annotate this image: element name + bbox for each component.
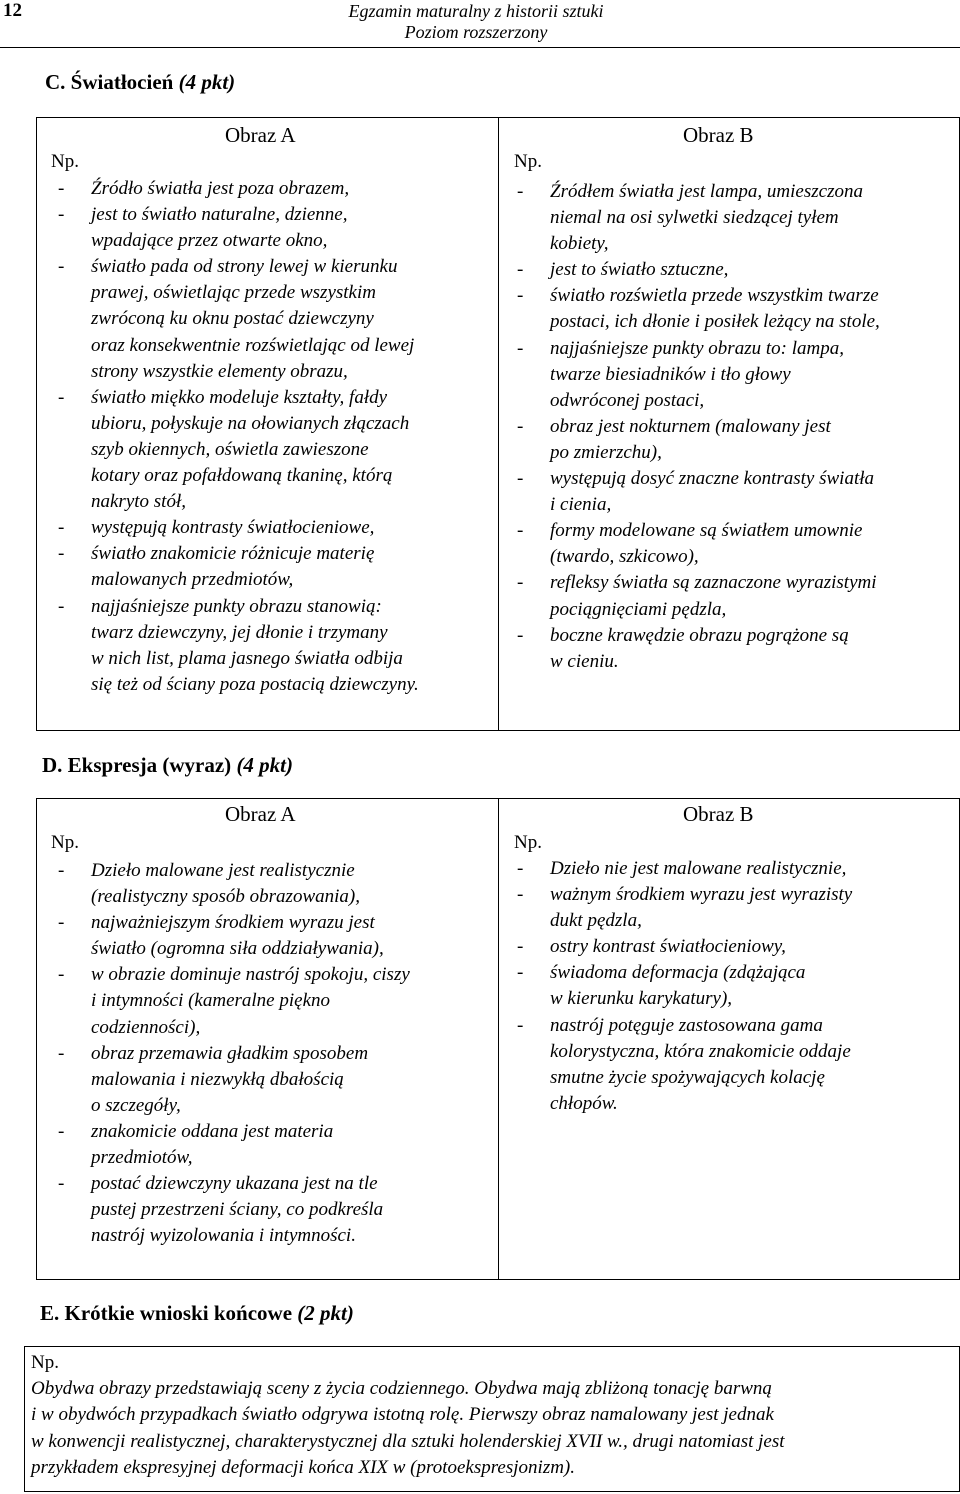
list-item-line: strony wszystkie elementy obrazu, [91,360,348,382]
exam-level: Poziom rozszerzony [404,22,548,42]
list-item-line: po zmierzchu), [550,441,662,463]
list-item-line: oraz konsekwentnie rozświetlając od lewej [91,334,415,356]
list-item [54,515,494,541]
conclusion-line: Obydwa obrazy przedstawiają sceny z życia codziennego. Obydwa mają zbliżoną tonację barwną [31,1378,772,1400]
list-item-line: - najjaśniejsze punkty obrazu to: lampa, [550,337,844,359]
list-item-line: w cieniu. [550,650,619,672]
list-item-line: - występują dosyć znaczne kontrasty światła [550,468,875,490]
conclusion-line: przykładem ekspresyjnej deformacji końca XIX w (protoekspresjonizm). [31,1456,576,1478]
list-item [513,623,957,675]
list-item [513,570,957,622]
list-item-line: - obraz przemawia gładkim sposobem [91,1042,369,1064]
list-item-line: - światło znakomicie różnicuje materię [91,543,375,565]
exam-title: Egzamin maturalny z historii sztuki [348,1,604,21]
list-item-line: (twardo, szkicowo), [550,546,699,568]
column-divider [498,117,499,731]
list-item [54,1119,494,1171]
section-d-col-a-np: Np. [51,832,79,853]
section-e-conclusion [31,1350,785,1481]
section-d-col-a-title: Obraz A [225,802,296,826]
list-item-line: odwróconej postaci, [550,389,705,411]
list-item-line: - Źródłem światła jest lampa, umieszczona [550,181,863,202]
section-c-col-b-title: Obraz B [683,123,754,147]
list-item-line: szyb okiennych, oświetla zawieszone [91,438,369,460]
list-item-line: kolorystyczna, która znakomicie oddaje [550,1040,851,1062]
section-c-table [36,117,960,731]
list-item-line: - boczne krawędzie obrazu pogrążone są [550,624,849,646]
list-item-line: przedmiotów, [91,1147,193,1169]
list-item-line: pociągnięciami pędzla, [550,598,727,620]
list-item-line: malowanych przedmiotów, [91,569,294,591]
page-header [0,0,960,48]
list-item-line: i intymności (kameralne piękno [91,990,331,1012]
list-item-line: kotary oraz pofałdowaną tkaninę, którą [91,465,393,487]
list-item-line: - światło miękko modeluje kształty, fałdy [91,386,388,408]
section-d-table [36,798,960,1280]
list-item-line: twarz dziewczyny, jej dłonie i trzymany [91,621,388,643]
list-item [54,385,494,515]
list-item-line: w nich list, plama jasnego światła odbija [91,647,403,669]
list-item-line: pustej przestrzeni ściany, co podkreśla [91,1199,384,1221]
list-item-line: - występują kontrasty światłocieniowe, [91,517,375,539]
list-item-line: - światło pada od strony lewej w kierunku [91,256,398,278]
list-item-line: dukt pędzla, [550,910,642,932]
section-c-col-a-np: Np. [51,151,79,172]
conclusion-line: w konwencji realistycznej, charakterystycznej dla sztuki holenderskiej XVII w., drugi natomiast jest [31,1430,785,1452]
list-item-line: - jest to światło sztuczne, [550,259,729,281]
list-item-line: światło (ogromna siła oddziaływania), [91,938,384,960]
page-number: 12 [3,0,22,21]
list-item-line: - światło rozświetla przede wszystkim twarze [550,285,879,307]
list-item [513,257,957,283]
list-item-line: nakryto stół, [91,491,186,513]
list-item [54,1171,494,1249]
section-d-heading: D. Ekspresja (wyraz) (4 pkt) [42,753,294,777]
list-item-line: - obraz jest nokturnem (malowany jest [550,415,831,437]
list-item-line: i cienia, [550,494,612,516]
list-item-line: codzienności), [91,1016,201,1038]
list-item-line: - świadoma deformacja (zdążająca [550,962,806,984]
section-d-col-b-title: Obraz B [683,802,754,826]
list-item [54,254,494,384]
section-d-col-b-np: Np. [514,832,542,853]
list-item-line: smutne życie spożywających kolację [550,1066,825,1088]
list-item-line: wpadające przez otwarte okno, [91,230,328,252]
column-divider [498,798,499,1280]
list-item [54,910,494,962]
list-item [513,518,957,570]
list-item-line: postaci, ich dłonie i posiłek leżący na stole, [550,311,880,333]
list-item-line: (realistyczny sposób obrazowania), [91,886,360,908]
list-item-line: zwróconą ku oknu postać dziewczyny [91,308,374,330]
list-item [513,960,957,1012]
list-item-line: w kierunku karykatury), [550,988,733,1010]
list-item-line: - postać dziewczyny ukazana jest na tle [91,1173,378,1195]
section-c-heading: C. Światłocień (4 pkt) [45,70,236,94]
section-c-col-b-list [513,179,957,675]
conclusion-line: i w obydwóch przypadkach światło odgrywa istotną rolę. Pierwszy obraz namalowany jest jednak [31,1404,774,1426]
list-item-line: - znakomicie oddana jest materia [91,1120,334,1142]
list-item [54,594,494,698]
section-d-col-b-list [513,856,957,1117]
list-item [54,541,494,593]
list-item-line: chłopów. [550,1092,618,1114]
list-item-line: o szczegóły, [91,1094,181,1116]
list-item [54,202,494,254]
list-item-line: się też od ściany poza postacią dziewczyny. [91,673,419,695]
list-item [54,858,494,910]
list-item-line: - ważnym środkiem wyrazu jest wyrazisty [550,884,853,906]
section-c-col-a-title: Obraz A [225,123,296,147]
list-item [513,283,957,335]
list-item-line: - Źródło światła jest poza obrazem, [91,178,350,199]
list-item-line: ubioru, połyskuje na ołowianych złączach [91,412,410,434]
list-item [513,414,957,466]
list-item-line: twarze biesiadników i tło głowy [550,363,791,385]
list-item [513,856,957,882]
list-item-line: prawej, oświetlając przede wszystkim [91,282,376,304]
list-item [513,882,957,934]
list-item-line: - ostry kontrast światłocieniowy, [550,936,786,958]
list-item-line: malowania i niezwykłą dbałością [91,1068,344,1090]
list-item [513,1013,957,1117]
list-item-line: - w obrazie dominuje nastrój spokoju, ciszy [91,964,410,986]
list-item-line: - formy modelowane są światłem umownie [550,520,863,542]
list-item-line: - nastrój potęguje zastosowana gama [550,1014,823,1036]
section-d-col-a-list [54,858,494,1249]
list-item-line: - Dzieło malowane jest realistycznie [91,860,355,881]
list-item [513,934,957,960]
list-item-line: - najważniejszym środkiem wyrazu jest [91,912,375,934]
list-item-line: - Dzieło nie jest malowane realistycznie, [550,858,847,879]
list-item-line: - najjaśniejsze punkty obrazu stanowią: [91,595,382,617]
list-item [54,1041,494,1119]
section-c-col-b-np: Np. [514,151,542,172]
list-item [54,176,494,202]
list-item [513,336,957,414]
list-item [54,962,494,1040]
list-item [513,179,957,257]
list-item-line: kobiety, [550,233,609,255]
list-item [513,466,957,518]
list-item-line: nastrój wyizolowania i intymności. [91,1225,356,1247]
list-item-line: niemal na osi sylwetki siedzącej tyłem [550,207,839,229]
list-item-line: - refleksy światła są zaznaczone wyrazistymi [550,572,877,594]
section-c-col-a-list [54,176,494,698]
section-e-np: Np. [31,1352,59,1373]
section-e-heading: E. Krótkie wnioski końcowe (2 pkt) [40,1301,354,1325]
list-item-line: - jest to światło naturalne, dzienne, [91,204,348,226]
